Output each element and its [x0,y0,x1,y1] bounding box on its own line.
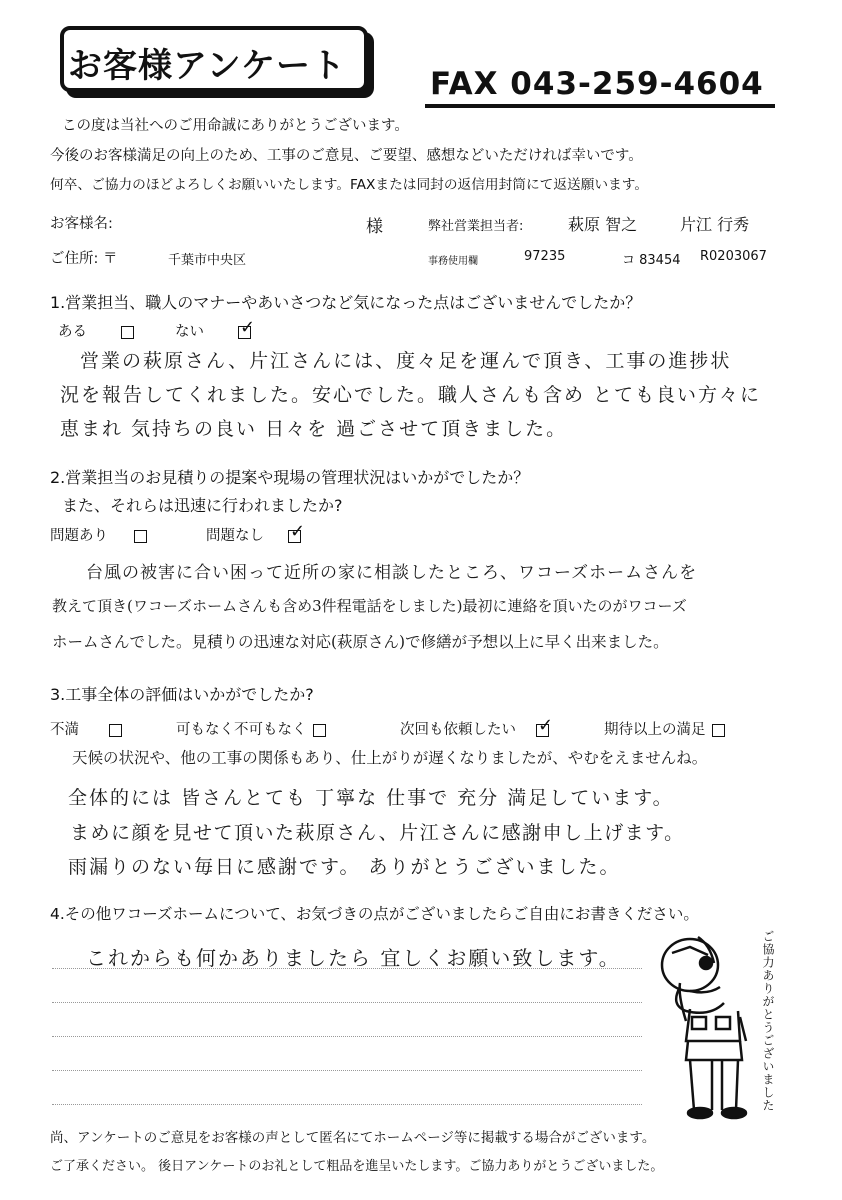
intro-line-3: 何卒、ご協力のほどよろしくお願いいたします。FAXまたは同封の返信用封筒にて返送願います。 [50,177,649,193]
q1-no-checkbox[interactable] [238,326,251,339]
q2-option-no-label: 問題なし [206,528,264,544]
q2-answer-line-3: ホームさんでした。見積りの迅速な対応(萩原さん)で修繕が予想以上に早く出来ました。 [52,633,669,651]
address-value: 千葉市中央区 [168,253,247,268]
q2-question-2: また、それらは迅速に行われましたか? [62,496,343,515]
intro-line-1: この度は当社へのご用命誠にありがとうございます。 [62,118,409,134]
footer-line-1: 尚、アンケートのご意見をお客様の声として匿名にてホームページ等に掲載する場合がございます。 [50,1130,656,1146]
q4-writing-line-3 [52,1036,642,1037]
bowing-worker-illustration [650,925,760,1120]
q3-option-3 [400,718,549,739]
q1-option-yes-label: ある [58,324,87,340]
q1-option-no-label: ない [175,324,204,340]
q2-answer-line-2: 教えて頂き(ワコーズホームさんも含め3件程電話をしました)最初に連絡を頂いたのがワコーズ [52,597,687,615]
q3-answer-line-3: まめに顔を見せて頂いた萩原さん、片江さんに感謝申し上げます。 [70,822,685,844]
staff-name-2: 片江 行秀 [680,215,750,234]
q3-option-3-checkbox[interactable] [536,724,549,737]
address-label: ご住所: 〒 [50,251,118,267]
fax-number: FAX 043-259-4604 [430,66,764,102]
q3-answer-line-2: 全体的には 皆さんとても 丁寧な 仕事で 充分 満足しています。 [68,787,674,809]
footer-line-2: ご了承ください。 後日アンケートのお礼として粗品を進呈いたします。ご協力ありがとうございました。 [50,1159,664,1174]
q1-option-yes [58,320,134,341]
fax-underline [425,104,775,108]
staff-name-1: 萩原 智之 [568,215,638,234]
q2-option-yes-label: 問題あり [50,528,108,544]
office-code-1: 97235 [524,249,566,264]
q2-option-no [206,524,301,545]
q3-option-2-checkbox[interactable] [313,724,326,737]
q3-answer-line-1: 天候の状況や、他の工事の関係もあり、仕上がりが遅くなりましたが、やむをえませんね。 [72,749,708,767]
q3-option-2-label: 可もなく不可もなく [176,722,307,738]
q3-option-1 [50,718,122,739]
intro-line-2: 今後のお客様満足の向上のため、工事のご意見、ご要望、感想などいただければ幸いです。 [50,148,643,164]
q2-answer-line-1: 台風の被害に合い困って近所の家に相談したところ、ワコーズホームさんを [86,563,698,583]
q4-question: 4.その他ワコーズホームについて、お気づきの点がございましたらご自由にお書きください。 [50,905,699,923]
q4-writing-line-4 [52,1070,642,1071]
q2-yes-checkbox[interactable] [134,530,147,543]
office-code-3: R0203067 [700,249,767,264]
q3-option-4-checkbox[interactable] [712,724,725,737]
q4-writing-line-5 [52,1104,642,1105]
q4-answer: これからも何かありましたら 宜しくお願い致します。 [86,946,621,970]
sama-label: 様 [366,217,383,237]
q1-answer-line-3: 恵まれ 気持ちの良い 日々を 過ごさせて頂きました。 [60,418,568,440]
q1-yes-checkbox[interactable] [121,326,134,339]
q3-question: 3.工事全体の評価はいかがでしたか? [50,685,314,704]
q3-option-4-label: 期待以上の満足 [604,722,706,738]
q1-option-no [175,320,251,341]
q1-question: 1.営業担当、職人のマナーやあいさつなど気になった点はございませんでしたか？ [50,293,642,312]
q1-answer-line-2: 況を報告してくれました。安心でした。職人さんも含め とても良い方々に [60,384,762,406]
q3-option-1-checkbox[interactable] [109,724,122,737]
q3-option-2 [176,718,326,739]
q3-option-3-label: 次回も依頼したい [400,722,516,738]
q2-question-1: 2.営業担当のお見積りの提案や現場の管理状況はいかがでしたか？ [50,468,530,487]
q4-writing-line-1 [52,968,642,969]
customer-name-label: お客様名: [50,216,113,232]
q1-answer-line-1: 営業の萩原さん、片江さんには、度々足を運んで頂き、工事の進捗状 [80,350,732,372]
q2-no-checkbox[interactable] [288,530,301,543]
q4-writing-line-2 [52,1002,642,1003]
q3-option-4 [604,718,725,739]
q3-answer-line-4: 雨漏りのない毎日に感謝です。 ありがとうございました。 [68,856,621,878]
q3-option-1-label: 不満 [50,722,79,738]
office-use-label: 事務使用欄 [428,256,478,267]
staff-label: 弊社営業担当者: [428,219,524,234]
q2-option-yes [50,524,147,545]
page-title: お客様アンケート [68,46,346,86]
thank-you-vertical-text: ご協力ありがとうございました [761,930,775,1112]
office-code-2: コ 83454 [622,253,681,268]
